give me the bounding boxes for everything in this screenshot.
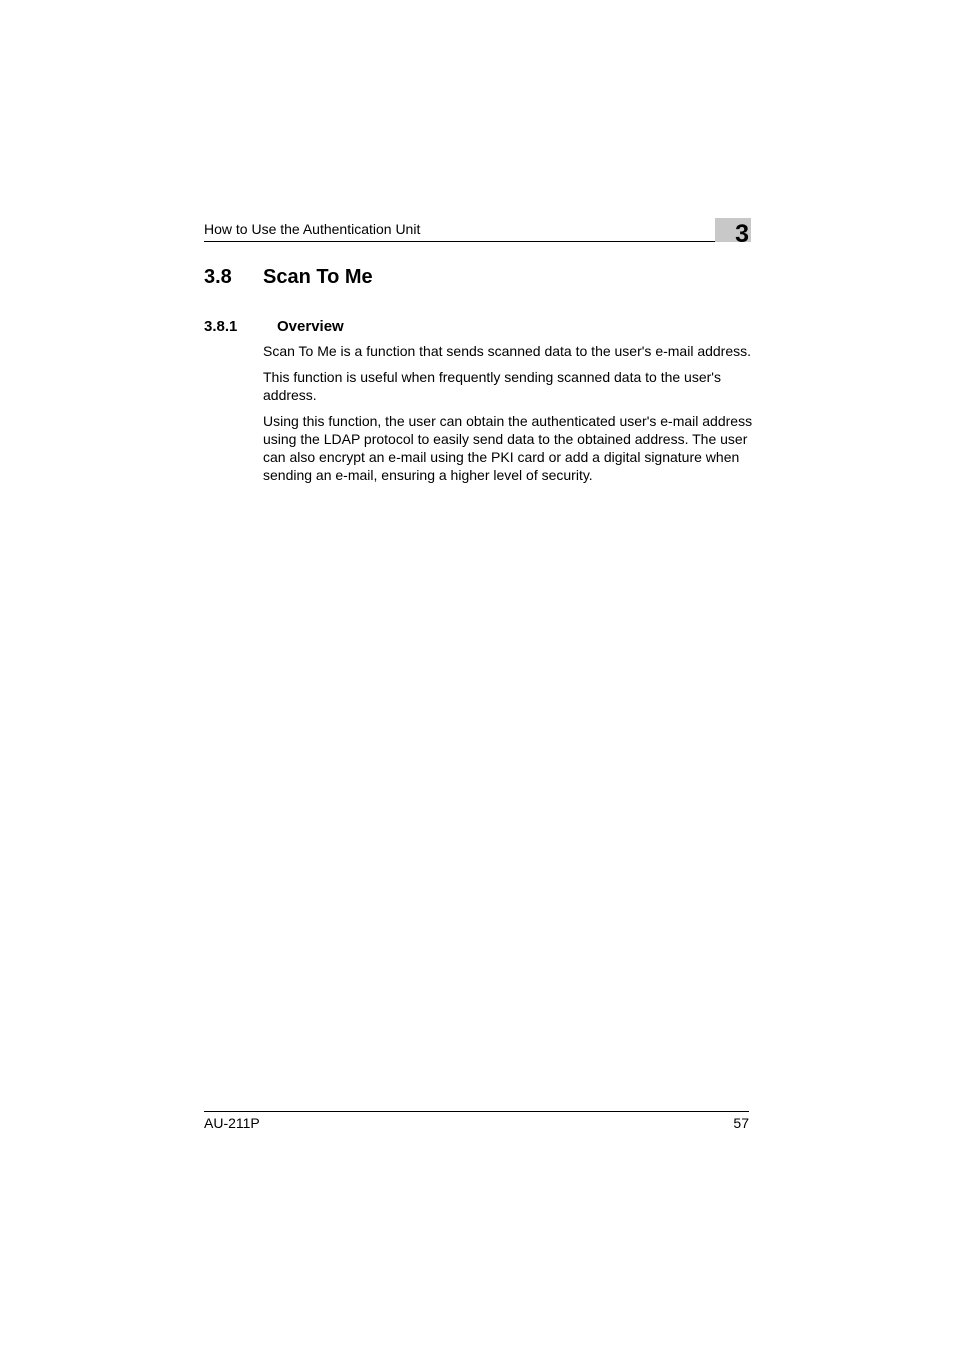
section-heading: [204, 264, 373, 290]
body-paragraph: This function is useful when frequently sending scanned data to the user's address.: [263, 369, 721, 403]
body-paragraph: Scan To Me is a function that sends scanned data to the user's e-mail address.: [263, 343, 752, 359]
footer-rule: [204, 1111, 749, 1112]
section-number: 3.8: [204, 266, 232, 288]
chapter-number: 3: [735, 220, 749, 248]
footer-model-name: AU-211P: [204, 1115, 260, 1131]
body-text: [263, 342, 753, 492]
running-header-title: How to Use the Authentication Unit: [204, 221, 421, 237]
subsection-heading: [204, 318, 344, 336]
section-title: Scan To Me: [263, 266, 373, 288]
subsection-number: 3.8.1: [204, 318, 238, 335]
chapter-tab: [715, 218, 751, 248]
subsection-title: Overview: [277, 318, 344, 335]
page-header: [204, 218, 751, 248]
header-rule: [204, 241, 751, 242]
page-footer: [204, 1111, 749, 1135]
footer-page-number: 57: [733, 1115, 749, 1131]
body-paragraph: Using this function, the user can obtain the authenticated user's e-mail address using the LDAP protocol to easily send data to the obtained address. The user can also encrypt an e-mail using the PKI card or add a digital signature when sending an e-mail, ensuring a higher level of security.: [263, 413, 753, 483]
